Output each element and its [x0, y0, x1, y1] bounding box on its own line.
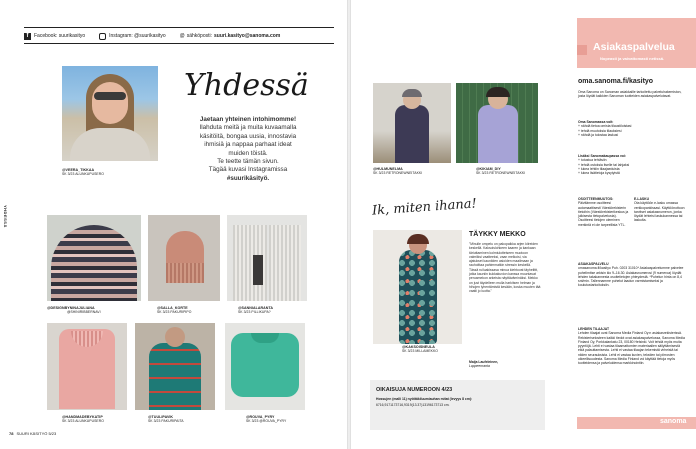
block1: Oma Sanomassa voit: + nähdä tietoa omista tilaustiloistasi + tehdä muutoksia tilauksiesi + nähdä ja tulostaa laskusi	[578, 120, 632, 137]
left-footer	[9, 431, 56, 436]
caption-veera: @VEERA_TIKKAA SK 3/23 ALUNKUPUSERO	[62, 168, 104, 176]
hashtag[interactable]: #suurikäsityö.	[226, 174, 270, 182]
page-gutter	[347, 0, 351, 449]
caption-rouva: @ROUVA_PYRY SK 3/23 @ROUVA_PYRY	[246, 415, 287, 423]
facebook-link[interactable]: Facebook: suurikasityo	[34, 33, 86, 39]
photo-striped-sweater	[135, 323, 215, 410]
caption-designbynina: @DESIGNBYNINAJULIANA @SHINIRIBBERNAVI	[47, 306, 101, 314]
intro-text: Jaetaan yhteinen intohimomme! Ilahduta meitä ja muita kuvaamalla käsitöitä, bongaa uusia, innostavia ihmisiä ja nappaa parhaat ideat muiden töistä. Te teette tämän sivun. Tägää kuvasi Instagramissa #suurikäsityö.	[158, 116, 338, 183]
header-rule-bottom	[24, 43, 334, 44]
script-heading: Ik, miten ihana!	[371, 196, 478, 219]
photo-pink-sweater	[47, 323, 127, 410]
section-title: Asiakaspalvelua	[593, 41, 675, 53]
at-icon: @	[179, 33, 185, 39]
caption-salla: @SALLA_KORTE SK 3/23 PAKURIPIPO	[157, 306, 192, 314]
side-tab: YHDESSÄ	[3, 205, 8, 228]
instagram-icon	[99, 33, 106, 40]
address-change: OSOITTEENMUUTOS: Päivitämme osoitteesi automaattisesti Väestörekisterin tietoihin (Väestörekisterikeskus ja julkisesta tietopalvelusta). Osoitteesi tietojen oleminen merkintä ei ole tarpeellista YTL.	[578, 197, 629, 227]
caption-hulmunelma: @HULMUNELMA SK 3/23 RETRONEWNEITAKKI	[373, 167, 423, 175]
email-label: sähköposti:	[186, 33, 212, 39]
facebook-icon: f	[24, 33, 31, 40]
correction-title: OIKAISUJA NUMEROON 4/23	[376, 387, 453, 393]
correction-numbers: 6716,9171173716,9319(13.37)13196173713 cm.	[376, 403, 450, 407]
page-number: 78	[9, 431, 14, 436]
photo-sleeves	[227, 215, 307, 301]
magazine-name: SUURI KÄSITYÖ 5/23	[16, 431, 57, 436]
photo-selfie	[62, 66, 158, 161]
service-site-text: Oma Sanoma on Sanoman asiakkaille tarkoitettu palveluhakemiston, josta löydät kaikkien Sanoman tuotteiden asiakaspalvelutavat.	[578, 90, 682, 99]
caption-kaksoisneula: @KAKSOISNEULA SK 3/23 MILLAMEKKO	[402, 345, 438, 353]
e-invoice: E-LASKU Ota käyttöön e-lasku omassa verkkopankissasi. Käyttöönottoon tarvitset asiakasnumeron, jonka löydät lehteisi laskukannessa tai laskulta.	[634, 197, 685, 223]
page-title: Yhdessä	[184, 68, 309, 103]
photo-hat	[148, 215, 220, 301]
dress-title: TÄYKKY MEKKO	[469, 231, 526, 238]
section-subtitle: Nopeasti ja vaivattomasti netissä.	[600, 56, 665, 61]
caption-tuuli: @TUULIPAVIK SK 3/23 PAKURIPAITA	[148, 415, 184, 423]
photo-floral-dress	[373, 230, 462, 344]
subscribers: LEHDEN TILAAJAT Lehden tilaajat ovat Sanoma Media Finland Oy:n asiakasrekisterissä. Rekisteriselosteen kaikki tiedot ovat asiakaspalvelussa, Sanoma Media Finland Oy, Porkkalankatu 23, 00180 Helsinki. Voit tehdä myös muita pyyntöjä. Lehti ei vastaa tilaamattomien materiaalien säilyttämisestä eikä palauttamisesta. Lehti ei vastaa tilaajan tekemistä virheistä tai niiden seurauksista. Lehti ei vastaa kuvien, tekstien tai piirrosten oikeellisuudesta. Sanoma Media Finland voi käyttää tietoja myös tuotteidensa ja palveluidensa markkinointiin.	[578, 327, 685, 366]
caption-handmade: @HANDMADEBYKATIP SK 3/23 ALUNKUPUSERO	[62, 415, 104, 423]
customer-service: ASIAKASPALVELU omasanoma.fi/kasityo Puh. 0203 31010* Asiakaspalvelumme palvelee puhelimitse arkisin klo 9–16.30. Asiakasnumerosi (9 numeroa) löydät lehden takakannesta osoitetietojen yhteydestä. *Puhelun hinta on 8,4 snt/min. Tallennamme puhelut laadun varmistamiseksi ja koulutustarkoituksiin.	[578, 262, 684, 288]
instagram-link[interactable]: Instagram: @suurikasityo	[109, 33, 166, 39]
email-link[interactable]: suuri.kasityo@sanoma.com	[214, 33, 281, 39]
block2: Lisäksi Sanomakaupassa voi: + tutustua tehtäviin + tehdä ostoksia itselle tai lahjaksi + lukea lehtiin tilaajaeduista + lukea lisätietoja kysytyistä	[578, 154, 630, 176]
service-site[interactable]: oma.sanoma.fi/kasityo	[578, 78, 654, 85]
photo-purple-jacket	[373, 83, 451, 163]
dress-author: Maija Laufeleinen, Lappeenranta	[469, 360, 499, 369]
caption-kikiam: @KIKIAM_DIY SK 3/23 RETRONEWNEITAKKI	[476, 167, 526, 175]
photo-green-sweater	[225, 323, 305, 410]
dress-text: "Minulle ompelu on pakopaikka arjen kiireiden keskellä. Kaksoislohkeen kaaren ja kankaan täriuttaminen kolmiulotteiseen muotoon valmiiksi vaatteeksi, vaan melkoisi, via ajatukset kauniiden asioiden maailmaan ja rauhoittaa pahimmatkin stressin keskellä. Tässä ruiluakissasa minua kiehtovat täyhelittt, jotka kauniin kukkakuvion kanssa muuntavat peruamekon arkeista näyttäväminäksi. Mekko on just täydelleen mulla harkitsen helman ja hihojen lyhentämistä kesään, koska muuten tää vaatii jo luotta."	[469, 242, 541, 294]
photo-lilac-jacket	[456, 83, 538, 163]
caption-sanni: @SANNIALARANTA SK 3/23 PILLIKUPA?	[238, 306, 274, 314]
header-rule-top	[24, 27, 334, 28]
correction-text: Hossujen (malli 11) nyöttäkiluumiauhan mitat (levyys 8 cm):	[376, 397, 473, 401]
photo-shawl	[47, 215, 141, 301]
section-header-square	[577, 45, 587, 55]
brand-logo: sanoma	[660, 418, 687, 425]
social-header	[24, 29, 334, 43]
